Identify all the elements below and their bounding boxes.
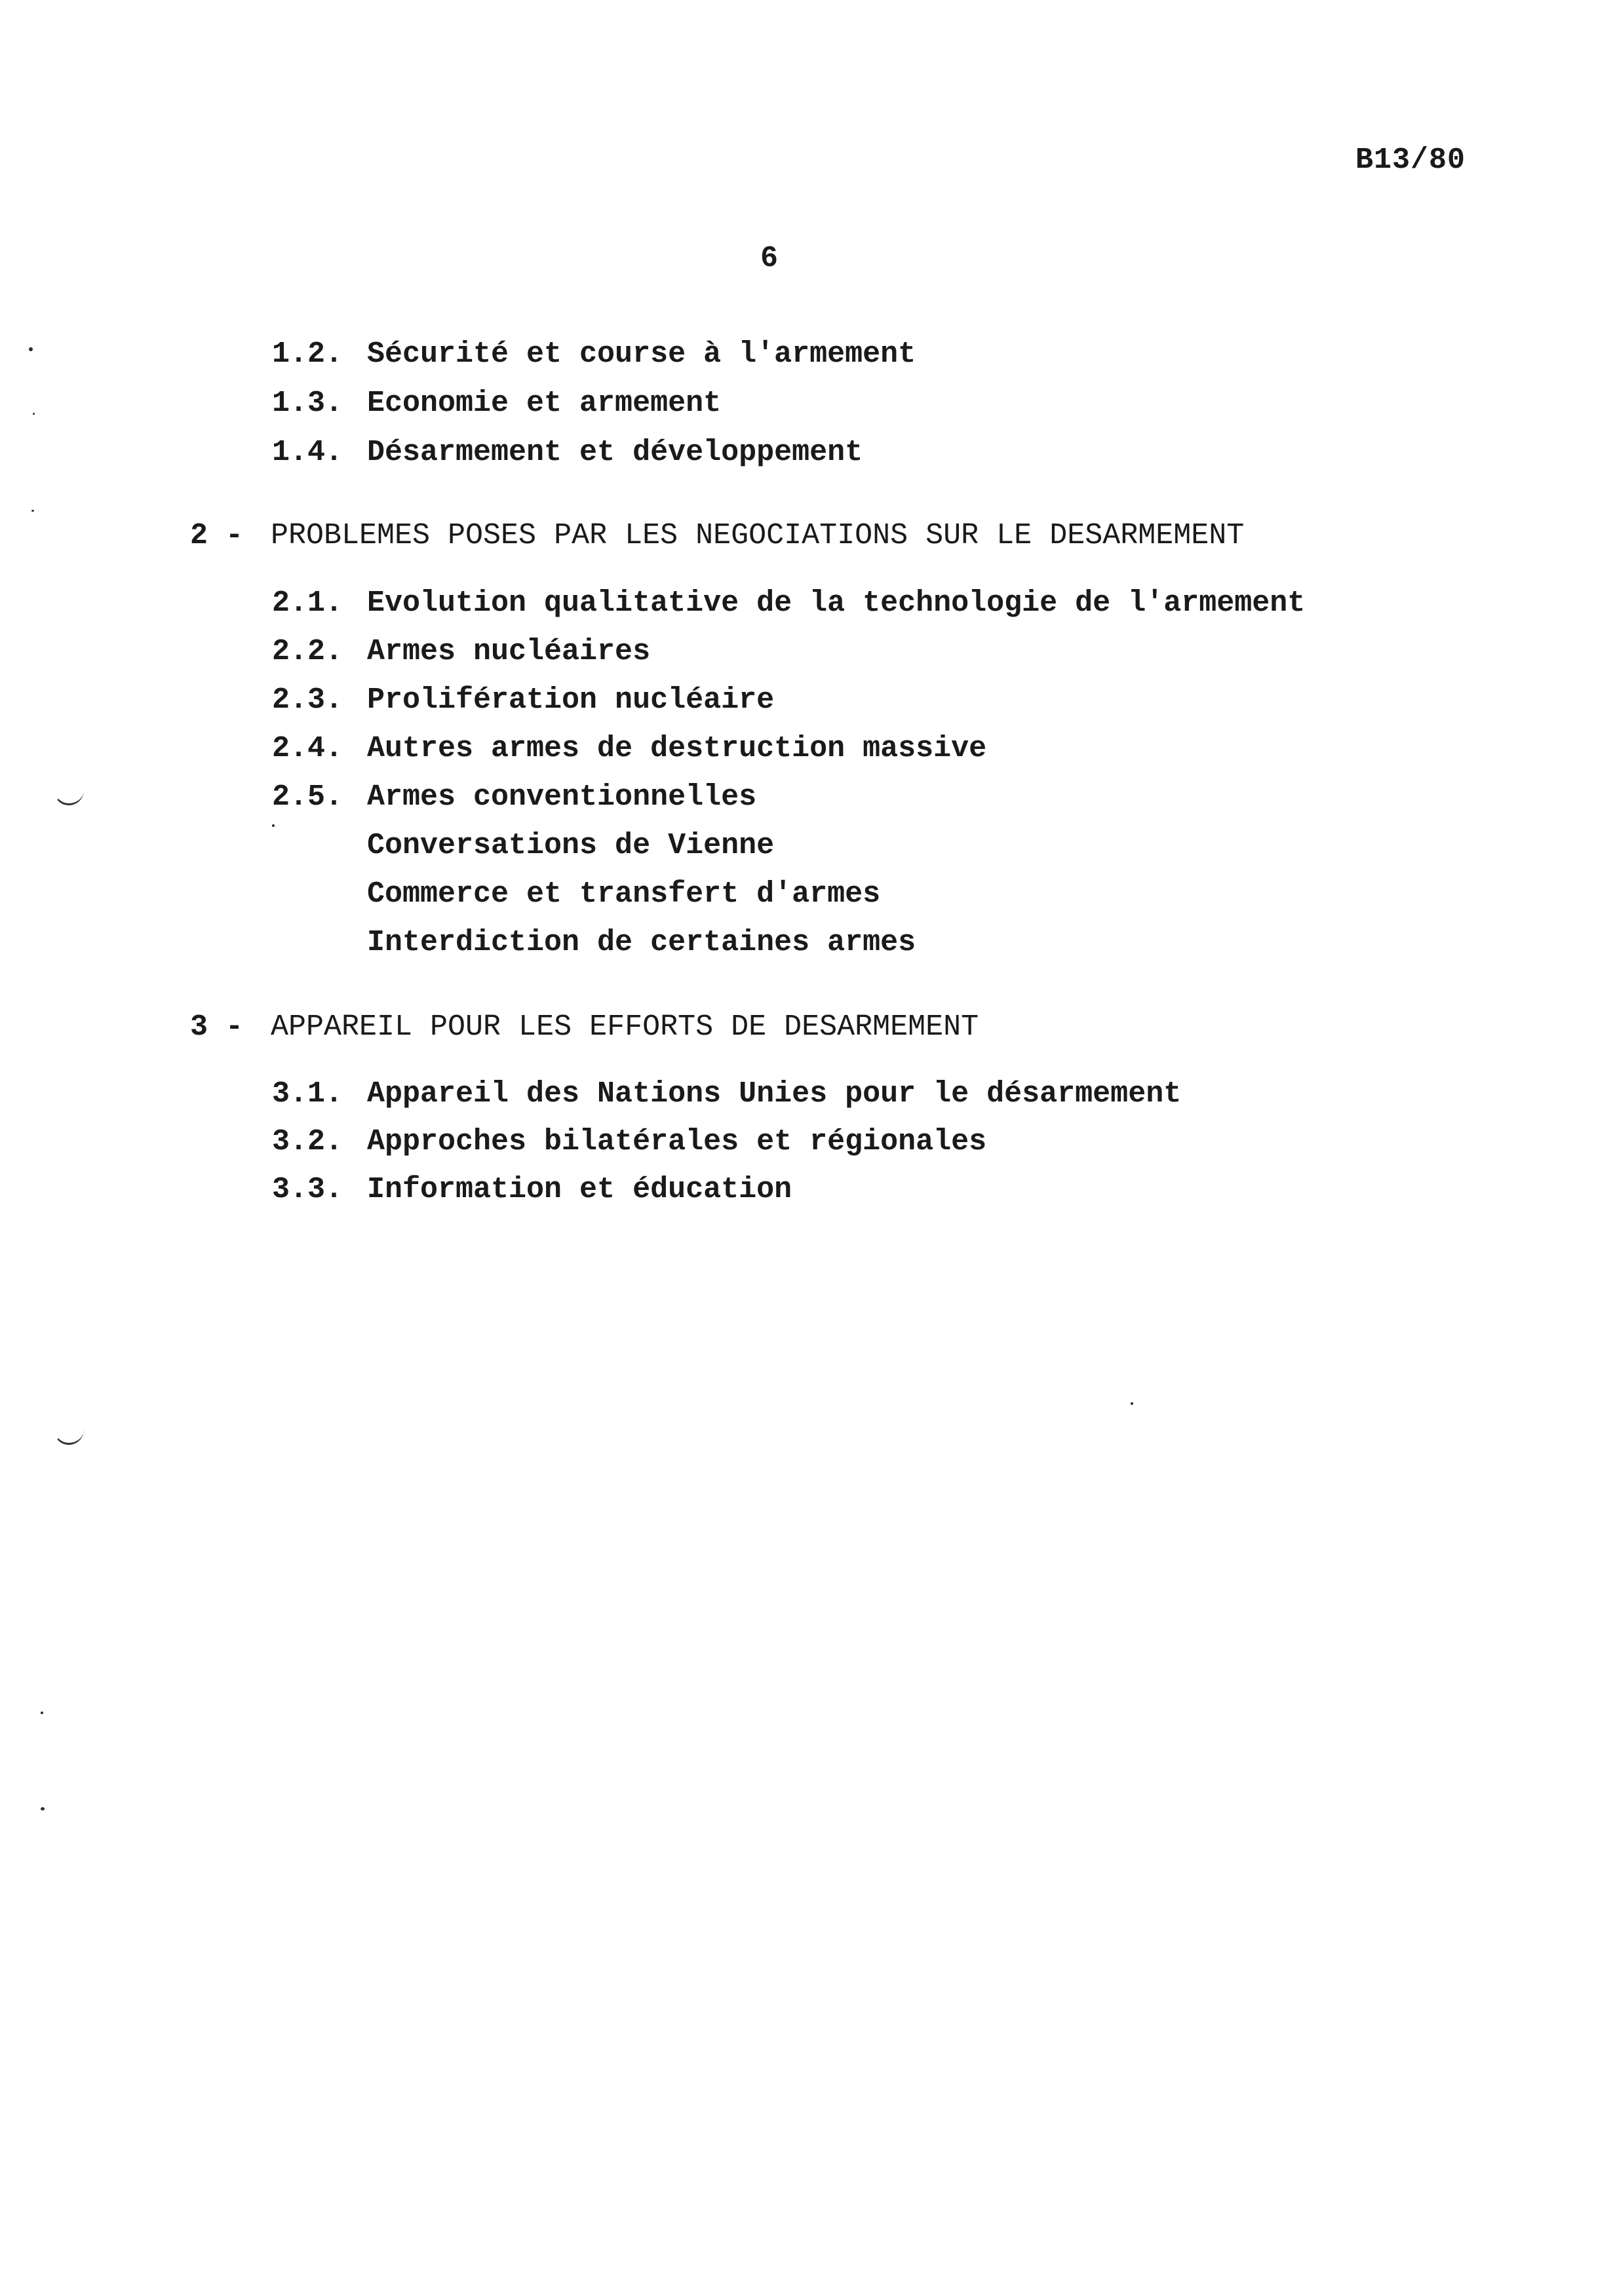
section-heading [0, 1012, 1615, 1045]
toc-item [0, 588, 1615, 621]
toc-item-number: 3.1. [272, 1077, 343, 1111]
section-title: APPAREIL POUR LES EFFORTS DE DESARMEMENT [271, 1010, 979, 1044]
toc-item-number: 2.1. [272, 586, 343, 620]
toc-item [0, 734, 1615, 767]
scan-speck [272, 824, 275, 827]
scan-speck [1131, 1402, 1133, 1405]
toc-item [0, 389, 1615, 421]
scan-speck [31, 510, 34, 512]
toc-item-number: 2.2. [272, 635, 343, 668]
toc-item-number: 2.5. [272, 780, 343, 814]
toc-item [0, 1175, 1615, 1208]
toc-item-number: 3.3. [272, 1173, 343, 1206]
toc-item-label: Armes nucléaires [367, 635, 651, 668]
toc-item-number: 2.4. [272, 732, 343, 765]
scan-speck [41, 1807, 45, 1810]
toc-item-label: Evolution qualitative de la technologie de l'armement [367, 586, 1306, 620]
toc-item [0, 637, 1615, 670]
toc-item-label: Appareil des Nations Unies pour le désarmement [367, 1077, 1182, 1111]
toc-item [0, 1127, 1615, 1160]
toc-sub-item-label: Conversations de Vienne [367, 829, 775, 862]
toc-item-number: 2.3. [272, 683, 343, 717]
toc-sub-item-label: Interdiction de certaines armes [367, 926, 916, 959]
scan-speck [29, 347, 33, 351]
toc-sub-item [0, 879, 1615, 912]
toc-item [0, 339, 1615, 372]
scan-speck [41, 1712, 43, 1714]
toc-item-label: Armes conventionnelles [367, 780, 757, 814]
document-reference: B13/80 [1355, 144, 1466, 177]
toc-item [0, 782, 1615, 815]
page-number: 6 [760, 242, 779, 275]
toc-item-number: 1.4. [272, 436, 343, 469]
toc-item-number: 1.2. [272, 337, 343, 371]
toc-item-number: 1.3. [272, 387, 343, 420]
section-heading [0, 521, 1615, 554]
toc-sub-item-label: Commerce et transfert d'armes [367, 877, 881, 911]
punch-hole-mark [54, 1427, 84, 1445]
toc-item-label: Prolifération nucléaire [367, 683, 775, 717]
toc-sub-item [0, 831, 1615, 864]
toc-item-label: Information et éducation [367, 1173, 792, 1206]
toc-item-label: Economie et armement [367, 387, 722, 420]
toc-item-label: Autres armes de destruction massive [367, 732, 987, 765]
toc-sub-item [0, 928, 1615, 961]
toc-item-label: Désarmement et développement [367, 436, 863, 469]
section-number: 3 - [190, 1010, 244, 1044]
toc-item-number: 3.2. [272, 1125, 343, 1158]
toc-item [0, 1079, 1615, 1112]
toc-item [0, 438, 1615, 470]
section-number: 2 - [190, 519, 244, 552]
toc-item [0, 685, 1615, 718]
section-title: PROBLEMES POSES PAR LES NEGOCIATIONS SUR LE DESARMEMENT [271, 519, 1245, 552]
scan-speck [33, 413, 35, 415]
toc-item-label: Approches bilatérales et régionales [367, 1125, 987, 1158]
toc-item-label: Sécurité et course à l'armement [367, 337, 916, 371]
